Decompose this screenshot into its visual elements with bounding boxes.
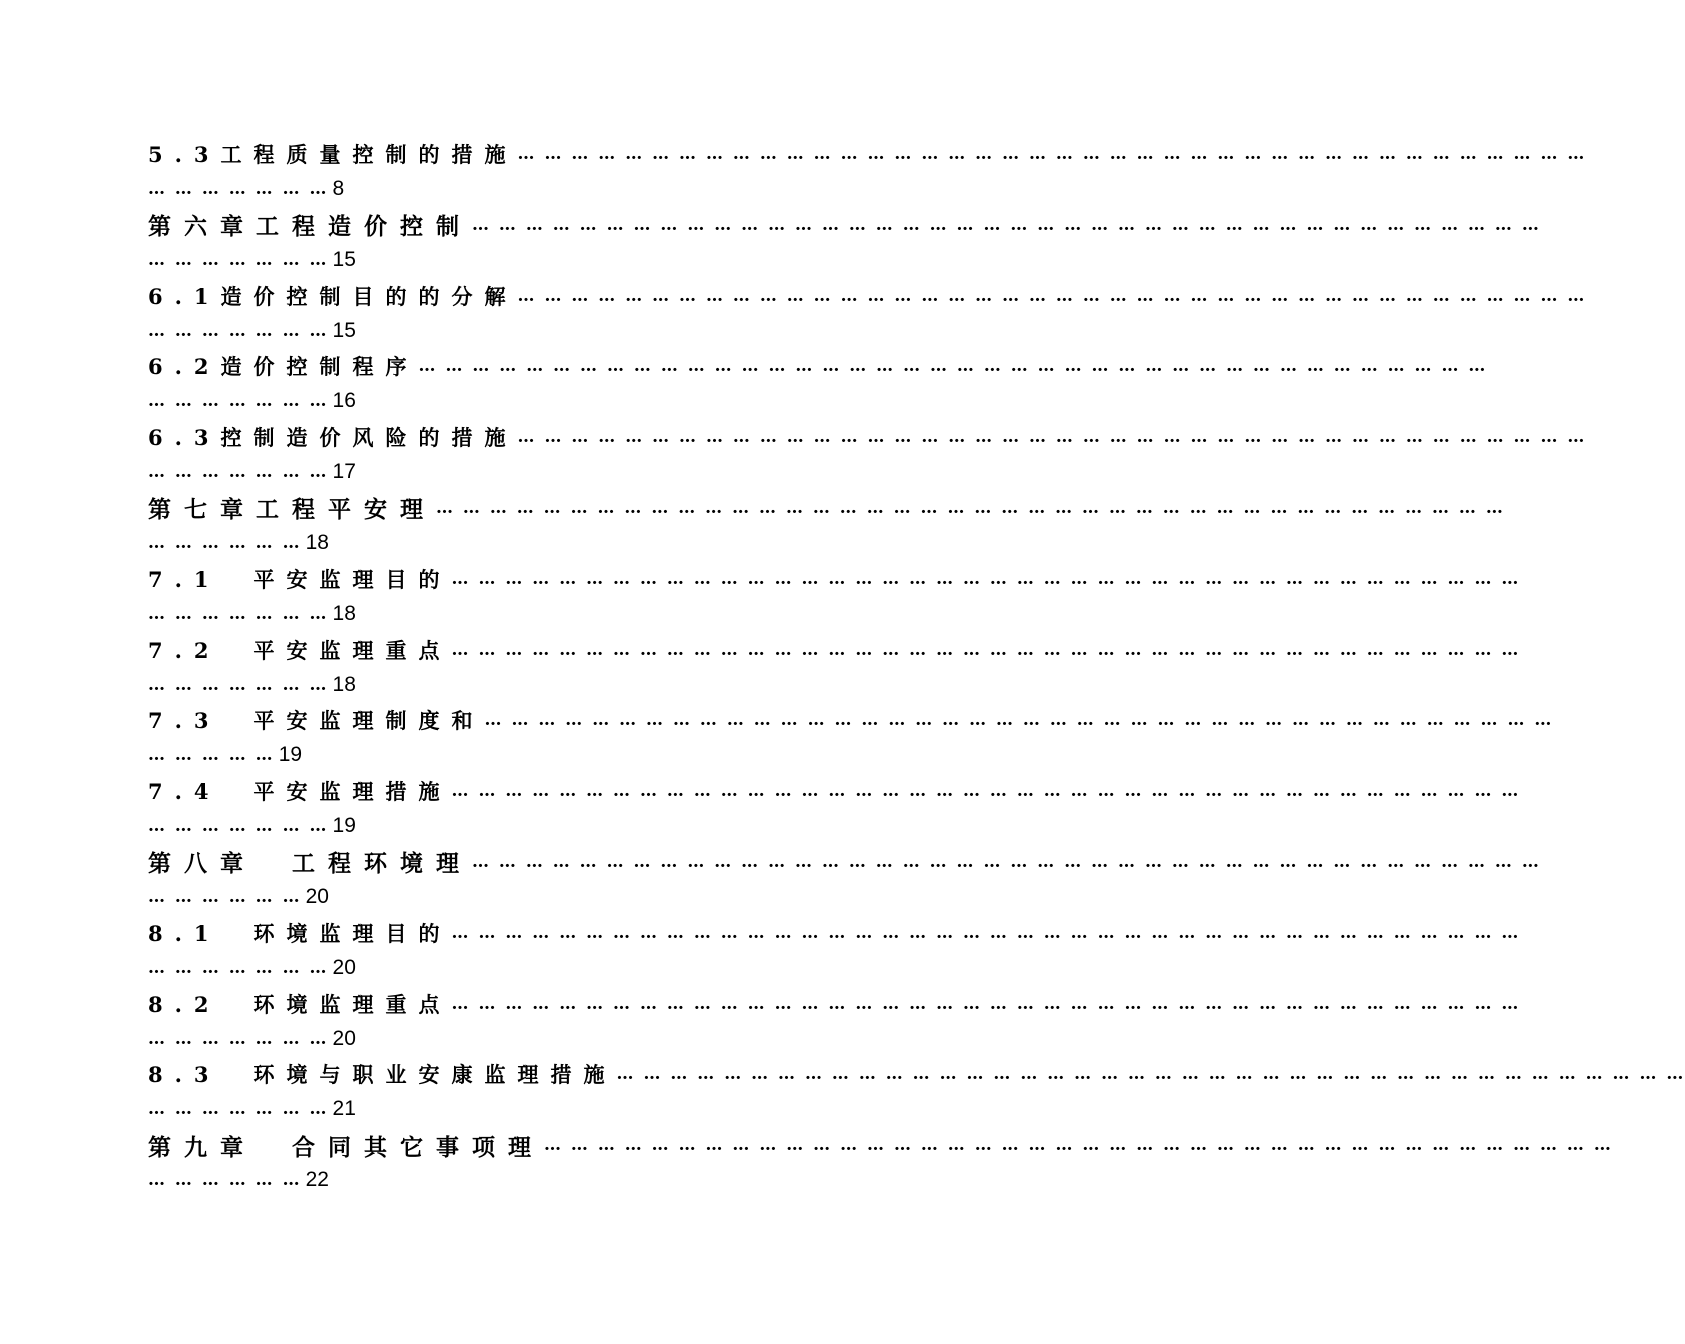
toc-section-title: 7.4 平安监理措施	[148, 779, 452, 805]
toc-dot-leader: … … … … … … …	[148, 1028, 329, 1049]
toc-page-number: 18	[332, 672, 356, 696]
toc-page-number: 20	[332, 1026, 356, 1050]
toc-dot-leader: … … … … …	[148, 745, 275, 766]
table-of-contents	[148, 136, 1685, 1198]
toc-chapter-title: 第七章工程平安理	[148, 496, 436, 524]
toc-page-number: 15	[332, 247, 356, 271]
toc-entry-second-line	[148, 668, 356, 702]
toc-chapter-title: 第六章工程造价控制	[148, 213, 472, 241]
toc-entry[interactable]	[148, 419, 1587, 490]
toc-page-number: 18	[305, 530, 329, 554]
toc-entry[interactable]	[148, 207, 1541, 278]
toc-entry-second-line	[148, 880, 329, 914]
toc-section-title: 7.3 平安监理制度和	[148, 708, 485, 734]
toc-dot-leader: … … … … … …	[148, 1170, 302, 1191]
toc-page-number: 22	[305, 1168, 329, 1192]
toc-entry-second-line	[148, 384, 356, 418]
toc-dot-leader: … … … … … … … … … … … … … … … … … … … … … … … … … … … … … … … … … … … … … … … …	[436, 497, 1505, 518]
toc-entry[interactable]	[148, 278, 1587, 349]
toc-entry-second-line	[148, 951, 356, 985]
toc-entry[interactable]	[148, 844, 1541, 915]
toc-dot-leader: … … … … … … … … … … … … … … … … … … … … … … … … … … … … … … … … … … … … … … … …	[472, 214, 1541, 235]
toc-dot-leader: … … … … … … … … … … … … … … … … … … … … … … … … … … … … … … … … … … … … … … … …	[616, 1064, 1685, 1085]
toc-entry-second-line	[148, 809, 356, 843]
toc-section-title: 6.1造价控制目的的分解	[148, 283, 518, 309]
toc-entry[interactable]	[148, 348, 1488, 419]
toc-entry[interactable]	[148, 632, 1521, 703]
toc-chapter-title: 第九章 合同其它事项理	[148, 1133, 544, 1161]
toc-entry[interactable]	[148, 915, 1521, 986]
toc-section-title: 8.3 环境与职业安康监理措施	[148, 1062, 617, 1088]
toc-page-number: 18	[332, 601, 356, 625]
toc-entry[interactable]	[148, 561, 1521, 632]
toc-dot-leader: … … … … … … … … … … … … … … … … … … … … … … … … … … … … … … … … … … … … … … … …	[451, 639, 1521, 660]
toc-chapter-title: 第八章 工程环境理	[148, 850, 472, 878]
toc-dot-leader: … … … … … … … … … … … … … … … … … … … … … … … … … … … … … … … … … … … … … … … …	[517, 427, 1587, 448]
toc-dot-leader: … … … … … … … … … … … … … … … … … … … … … … … … … … … … … … … … … … … … … … … …	[451, 993, 1521, 1014]
toc-entry-first-line	[148, 986, 1521, 1022]
toc-entry-first-line	[148, 348, 1488, 384]
toc-section-title: 5.3工程质量控制的措施	[148, 142, 518, 167]
toc-page-number: 19	[332, 814, 356, 838]
toc-page-number: 19	[278, 743, 303, 767]
toc-dot-leader: … … … … … … …	[148, 957, 329, 978]
toc-entry[interactable]	[148, 490, 1505, 561]
toc-page-number: 15	[332, 318, 356, 342]
toc-entry-first-line	[148, 561, 1521, 597]
toc-entry-first-line	[148, 773, 1521, 809]
toc-page-number: 8	[332, 177, 345, 200]
toc-entry-first-line	[148, 632, 1521, 668]
toc-dot-leader: … … … … … … …	[148, 674, 329, 695]
toc-dot-leader: … … … … … … …	[148, 249, 329, 270]
toc-dot-leader: … … … … … … …	[148, 391, 329, 412]
toc-section-title: 7.2 平安监理重点	[148, 637, 452, 663]
toc-entry-second-line	[148, 243, 356, 277]
toc-section-title: 8.2 环境监理重点	[148, 991, 452, 1017]
toc-entry-second-line	[148, 1022, 356, 1056]
toc-dot-leader: … … … … … … … … … … … … … … … … … … … … … … … … … … … … … … … … … … … … … … … …	[472, 851, 1541, 872]
toc-dot-leader: … … … … … … … … … … … … … … … … … … … … … … … … … … … … … … … … … … … … … … … …	[451, 568, 1521, 589]
toc-dot-leader: … … … … … … …	[148, 179, 329, 199]
toc-dot-leader: … … … … … …	[148, 886, 302, 907]
toc-entry-second-line	[148, 597, 356, 631]
toc-entry[interactable]	[148, 136, 1587, 207]
toc-entry-first-line	[148, 207, 1541, 243]
toc-page-number: 16	[332, 389, 356, 413]
toc-dot-leader: … … … … … … …	[148, 462, 329, 483]
toc-entry-second-line	[148, 1163, 329, 1197]
toc-dot-leader: … … … … … … …	[148, 320, 329, 341]
toc-entry-first-line	[148, 915, 1521, 951]
toc-entry-second-line	[148, 738, 302, 772]
toc-entry-first-line	[148, 490, 1505, 526]
toc-entry[interactable]	[148, 773, 1521, 844]
toc-dot-leader: … … … … … … …	[148, 603, 329, 624]
toc-page-number: 21	[332, 1097, 356, 1121]
toc-entry-first-line	[148, 702, 1554, 738]
toc-entry-second-line	[148, 172, 344, 206]
toc-dot-leader: … … … … … … … … … … … … … … … … … … … … … … … … … … … … … … … … … … … … … … … …	[418, 356, 1488, 377]
toc-page-number: 17	[332, 460, 356, 484]
toc-entry-first-line	[148, 1056, 1685, 1092]
toc-entry-second-line	[148, 455, 356, 489]
toc-dot-leader: … … … … … … … … … … … … … … … … … … … … … … … … … … … … … … … … … … … … … … … …	[484, 710, 1554, 731]
toc-section-title: 7.1 平安监理目的	[148, 566, 452, 592]
toc-dot-leader: … … … … … … … … … … … … … … … … … … … … … … … … … … … … … … … … … … … … … … … …	[517, 144, 1587, 164]
toc-entry[interactable]	[148, 702, 1554, 773]
toc-entry[interactable]	[148, 1056, 1685, 1127]
toc-dot-leader: … … … … … … … … … … … … … … … … … … … … … … … … … … … … … … … … … … … … … … … …	[451, 922, 1521, 943]
toc-entry-first-line	[148, 419, 1587, 455]
toc-page-number: 20	[305, 884, 329, 908]
toc-entry[interactable]	[148, 1127, 1613, 1198]
toc-page-number: 20	[332, 955, 356, 979]
toc-entry-first-line	[148, 844, 1541, 880]
toc-entry-second-line	[148, 526, 329, 560]
toc-dot-leader: … … … … … … …	[148, 1099, 329, 1120]
toc-entry-second-line	[148, 314, 356, 348]
toc-dot-leader: … … … … … …	[148, 532, 302, 553]
toc-dot-leader: … … … … … … … … … … … … … … … … … … … … … … … … … … … … … … … … … … … … … … … …	[451, 781, 1521, 802]
toc-section-title: 6.3控制造价风险的措施	[148, 425, 518, 451]
toc-dot-leader: … … … … … … … … … … … … … … … … … … … … … … … … … … … … … … … … … … … … … … … …	[517, 285, 1587, 306]
toc-dot-leader: … … … … … … … … … … … … … … … … … … … … … … … … … … … … … … … … … … … … … … … …	[544, 1135, 1613, 1156]
toc-entry-first-line	[148, 278, 1587, 314]
toc-entry-second-line	[148, 1092, 356, 1126]
toc-entry-first-line	[148, 1127, 1613, 1163]
toc-section-title: 8.1 环境监理目的	[148, 920, 452, 946]
toc-entry[interactable]	[148, 986, 1521, 1057]
toc-dot-leader: … … … … … … …	[148, 816, 329, 837]
toc-section-title: 6.2造价控制程序	[148, 354, 419, 380]
toc-entry-first-line	[148, 136, 1587, 172]
